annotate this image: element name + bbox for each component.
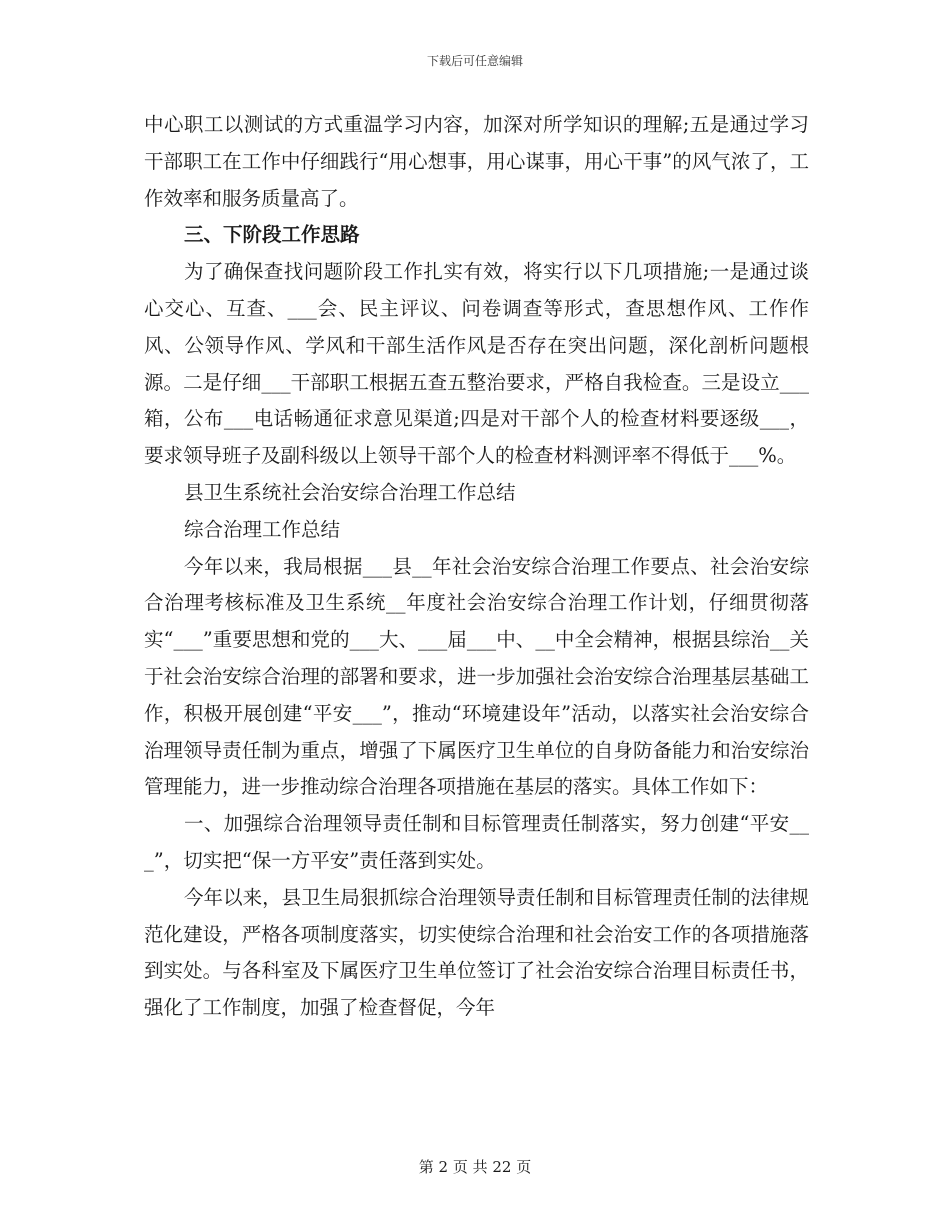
paragraph-measures: 为了确保查找问题阶段工作扎实有效，将实行以下几项措施;一是通过谈心交心、互查、___会、民主评议、问卷调查等形式，查思想作风、工作作风、公领导作风、学风和干部生活作风是否存在突出问题，深化剖析问题根源。二是仔细___干部职工根据五查五整治要求，严格自我检查。三是设立___箱，公布___电话畅通征求意见渠道;四是对干部个人的检查材料要逐级___，要求领导班子及副科级以上领导干部个人的检查材料测评率不得低于___%。 <box>144 260 809 468</box>
page-number: 第 2 页 共 22 页 <box>418 1158 532 1176</box>
paragraph-intro: 今年以来，我局根据___县__年社会治安综合治理工作要点、社会治安综合治理考核标准及卫生系统__年度社会治安综合治理工作计划，仔细贯彻落实“___”重要思想和党的___大、___届___中、__中全会精神，根据县综治__关于社会治安综合治理的部署和要求，进一步加强社会治安综合治理基层基础工作，积极开展创建“平安___”，推动“环境建设年”活动，以落实社会治安综合治理领导责任制为重点，增强了下属医疗卫生单位的自身防备能力和治安综治管理能力，进一步推动综合治理各项措施在基层的落实。具体工作如下： <box>144 554 809 799</box>
paragraph-continuation: 中心职工以测试的方式重温学习内容，加深对所学知识的理解;五是通过学习干部职工在工作中仔细践行“用心想事，用心谋事，用心干事”的风气浓了，工作效率和服务质量高了。 <box>144 113 809 210</box>
document-title: 县卫生系统社会治安综合治理工作总结 <box>184 480 516 504</box>
paragraph-details: 今年以来，县卫生局狠抓综合治理领导责任制和目标管理责任制的法律规范化建设，严格各项制度落实，切实使综合治理和社会治安工作的各项措施落到实处。与各科室及下属医疗卫生单位签订了社会治安综合治理目标责任书，强化了工作制度，加强了检查督促，今年 <box>144 885 809 1020</box>
paragraph-item-one: 一、加强综合治理领导责任制和目标管理责任制落实，努力创建“平安___”，切实把“保一方平安”责任落到实处。 <box>144 812 809 872</box>
document-subtitle: 综合治理工作总结 <box>184 517 341 541</box>
document-body <box>144 107 809 1027</box>
section-heading: 三、下阶段工作思路 <box>184 223 360 247</box>
page-header: 下载后可任意编辑 <box>426 54 523 68</box>
